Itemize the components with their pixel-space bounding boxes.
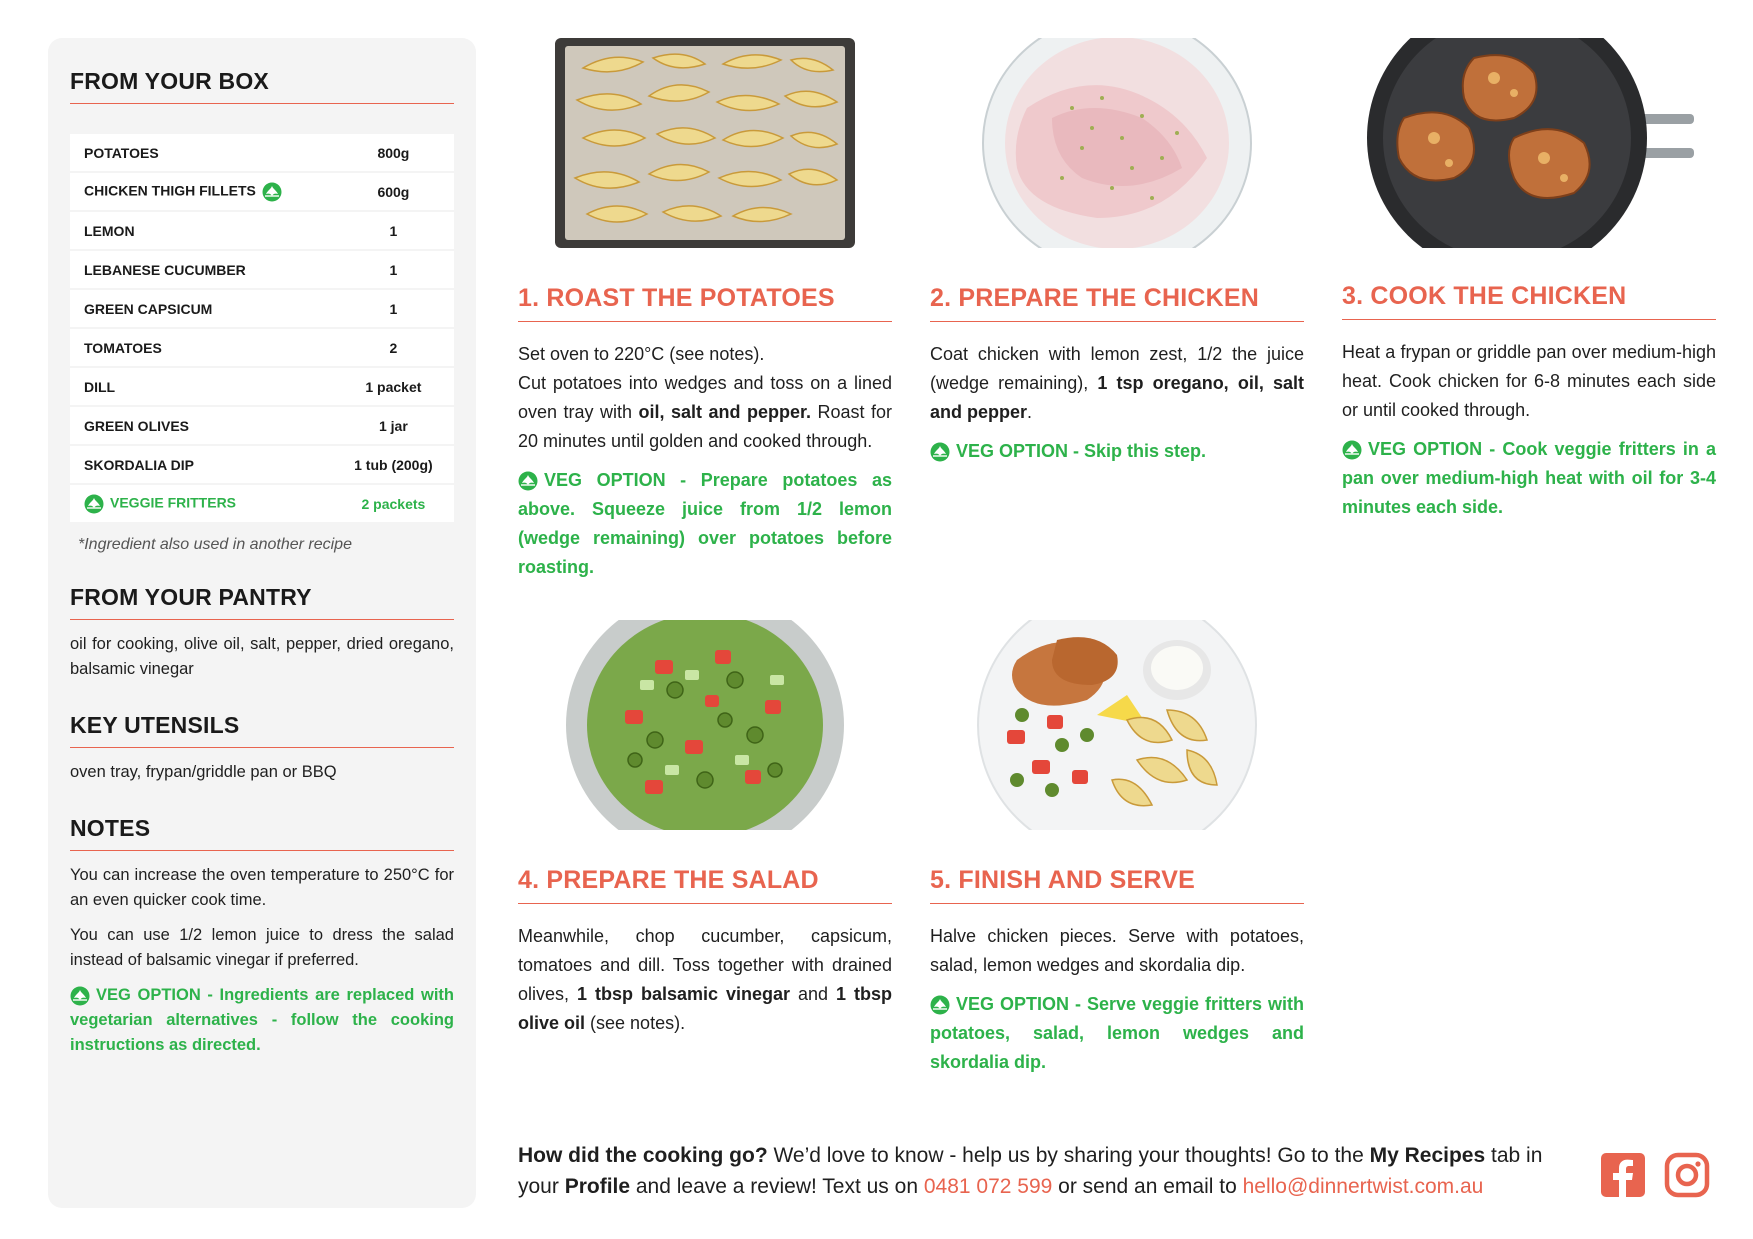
pantry-section	[70, 584, 454, 682]
ingredient-qty: 800g	[339, 134, 454, 171]
step-1	[518, 38, 892, 582]
veg-leaf-icon	[1342, 440, 1362, 460]
veg-leaf-icon	[262, 182, 282, 202]
ingredient-qty: 1 packet	[339, 368, 454, 405]
ingredient-cell	[70, 173, 339, 210]
utensils-heading: KEY UTENSILS	[70, 712, 454, 748]
veg-leaf-icon	[518, 471, 538, 491]
step-veg-text: VEG OPTION - Skip this step.	[956, 441, 1207, 461]
step-text: Cut potatoes into wedges and toss on a lined oven tray with	[518, 373, 892, 422]
ingredient-name: GREEN CAPSICUM	[70, 290, 339, 327]
footer-text: We’d love to know - help us by sharing your thoughts! Go to the	[767, 1144, 1370, 1167]
step-veg-text: VEG OPTION - Serve veggie fritters with potatoes, salad, lemon wedges and skordalia dip.	[930, 994, 1304, 1072]
pantry-heading: FROM YOUR PANTRY	[70, 584, 454, 620]
step-veg-option	[1342, 435, 1716, 522]
step-5	[930, 620, 1304, 1077]
veg-leaf-icon	[930, 442, 950, 462]
facebook-icon[interactable]	[1600, 1152, 1646, 1198]
step-text-bold: oil, salt and pepper.	[638, 402, 811, 422]
footer-text: tab in your	[518, 1144, 1543, 1198]
step-3	[1342, 38, 1716, 522]
step-title: 5. FINISH AND SERVE	[930, 866, 1304, 904]
cooked-chicken-pan-photo	[1342, 38, 1716, 248]
note-veg-text: VEG OPTION - Ingredients are replaced with vegetarian alternatives - follow the cooking instructions as directed.	[70, 986, 454, 1054]
marinated-chicken-photo	[930, 38, 1304, 248]
step-veg-text: VEG OPTION - Prepare potatoes as above. Squeeze juice from 1/2 lemon (wedge remaining) over potatoes before roasting.	[518, 470, 892, 577]
step-instructions	[518, 340, 892, 456]
table-row	[70, 173, 454, 210]
roasted-potatoes-photo	[518, 38, 892, 248]
step-veg-text: VEG OPTION - Cook veggie fritters in a pan over medium-high heat with oil for 3-4 minutes each side.	[1342, 439, 1716, 517]
salad-bowl-photo	[518, 620, 892, 830]
step-2	[930, 38, 1304, 466]
ingredient-name: GREEN OLIVES	[70, 407, 339, 444]
step-text: Set oven to 220°C (see notes).	[518, 344, 765, 364]
ingredient-qty: 2	[339, 329, 454, 366]
ingredient-cell	[70, 485, 339, 522]
ingredient-footnote: *Ingredient also used in another recipe	[78, 536, 352, 553]
ingredient-qty: 1	[339, 251, 454, 288]
step-text: (see notes).	[585, 1013, 686, 1033]
step-instructions	[518, 922, 892, 1038]
step-text: Roast for 20 minutes until golden and cooked through.	[518, 402, 892, 451]
ingredient-name: SKORDALIA DIP	[70, 446, 339, 483]
table-row	[70, 134, 454, 171]
step-title: 4. PREPARE THE SALAD	[518, 866, 892, 904]
step-instructions	[930, 922, 1304, 980]
step-title: 1. ROAST THE POTATOES	[518, 284, 892, 322]
ingredient-name: TOMATOES	[70, 329, 339, 366]
table-row	[70, 407, 454, 444]
ingredient-name: CHICKEN THIGH FILLETS	[84, 182, 256, 199]
ingredient-name: LEMON	[70, 212, 339, 249]
step-text: Meanwhile, chop cucumber, capsicum, tomatoes and dill. Toss together with drained olives,	[518, 926, 892, 1004]
profile-label: Profile	[564, 1175, 631, 1198]
footer-question: How did the cooking go?	[518, 1144, 768, 1167]
my-recipes-label: My Recipes	[1369, 1144, 1486, 1167]
email-link[interactable]: hello@dinnertwist.com.au	[1242, 1175, 1484, 1198]
pantry-text: oil for cooking, olive oil, salt, pepper, dried oregano, balsamic vinegar	[70, 635, 454, 678]
note-item: You can increase the oven temperature to 250°C for an even quicker cook time.	[70, 866, 454, 909]
table-row	[70, 212, 454, 249]
phone-link[interactable]: 0481 072 599	[923, 1175, 1053, 1198]
veg-leaf-icon	[84, 494, 104, 514]
step-text: Halve chicken pieces. Serve with potatoes, salad, lemon wedges and skordalia dip.	[930, 926, 1304, 975]
step-veg-option	[930, 437, 1304, 466]
ingredient-name: DILL	[70, 368, 339, 405]
ingredients-sidebar	[48, 38, 476, 1208]
footer-text: and leave a review! Text us on	[630, 1175, 924, 1198]
step-text-bold: 1 tbsp olive oil	[518, 984, 892, 1033]
step-4	[518, 620, 892, 1038]
note-veg-option	[70, 983, 454, 1058]
table-row	[70, 446, 454, 483]
footer-text: or send an email to	[1052, 1175, 1243, 1198]
notes-section	[70, 815, 454, 1058]
table-row	[70, 485, 454, 522]
step-text: and	[790, 984, 836, 1004]
ingredient-qty: 1	[339, 290, 454, 327]
notes-heading: NOTES	[70, 815, 454, 851]
feedback-footer	[518, 1140, 1578, 1202]
step-instructions	[1342, 338, 1716, 425]
step-text-bold: 1 tbsp balsamic vinegar	[577, 984, 791, 1004]
ingredient-qty: 600g	[339, 173, 454, 210]
ingredient-qty: 1 tub (200g)	[339, 446, 454, 483]
instagram-icon[interactable]	[1664, 1152, 1710, 1198]
ingredient-qty: 1 jar	[339, 407, 454, 444]
veg-leaf-icon	[930, 995, 950, 1015]
ingredient-name: POTATOES	[70, 134, 339, 171]
utensils-text: oven tray, frypan/griddle pan or BBQ	[70, 763, 337, 781]
step-text-bold: 1 tsp oregano, oil, salt and pepper	[930, 373, 1304, 422]
veg-leaf-icon	[70, 986, 90, 1006]
step-title: 2. PREPARE THE CHICKEN	[930, 284, 1304, 322]
table-row	[70, 290, 454, 327]
from-box-heading: FROM YOUR BOX	[70, 68, 454, 104]
plated-meal-photo	[930, 620, 1304, 830]
table-row	[70, 368, 454, 405]
step-veg-option	[518, 466, 892, 582]
step-text: Heat a frypan or griddle pan over medium-high heat. Cook chicken for 6-8 minutes each side or until cooked through.	[1342, 342, 1716, 420]
ingredient-name: LEBANESE CUCUMBER	[70, 251, 339, 288]
step-text: Coat chicken with lemon zest, 1/2 the juice (wedge remaining),	[930, 344, 1304, 393]
step-instructions	[930, 340, 1304, 427]
ingredients-table	[70, 132, 454, 524]
table-row	[70, 251, 454, 288]
step-text: .	[1027, 402, 1033, 422]
note-item: You can use 1/2 lemon juice to dress the salad instead of balsamic vinegar if preferred.	[70, 926, 454, 969]
step-veg-option	[930, 990, 1304, 1077]
ingredient-name: VEGGIE FRITTERS	[110, 494, 237, 511]
table-row	[70, 329, 454, 366]
ingredient-qty: 1	[339, 212, 454, 249]
step-title: 3. COOK THE CHICKEN	[1342, 282, 1716, 320]
ingredient-qty: 2 packets	[339, 485, 454, 522]
utensils-section	[70, 712, 454, 785]
